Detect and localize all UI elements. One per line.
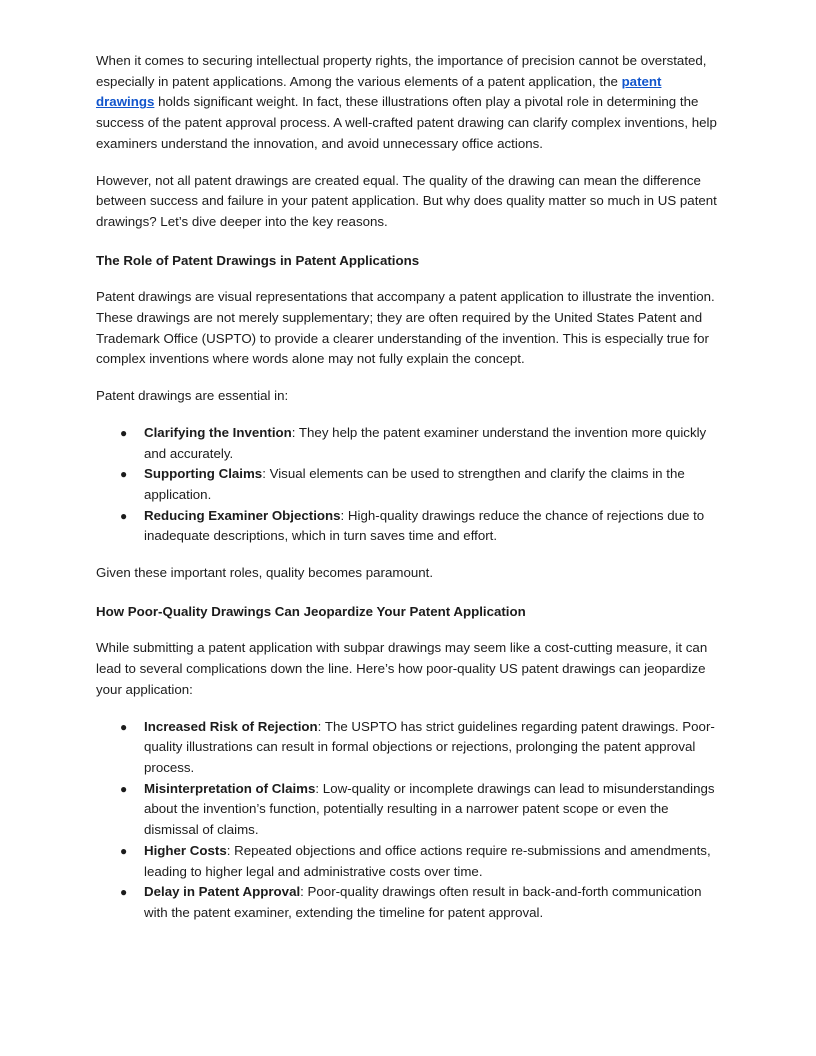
list-item-term: Increased Risk of Rejection xyxy=(144,718,318,734)
intro-text-before-link: When it comes to securing intellectual property rights, the importance of precision cannot be overstated, especially in patent applications. Among the various elements of a patent application, the xyxy=(96,53,707,89)
list-item-text: : High-quality drawings reduce the chance of rejections due to inadequate descriptions, which in turn saves time and effort. xyxy=(144,507,705,544)
role-paragraph-2: Patent drawings are essential in: xyxy=(96,388,289,404)
bullet-icon: ● xyxy=(120,781,128,796)
list-item-text: : They help the patent examiner understand the invention more quickly and accurately. xyxy=(144,424,707,461)
list-item xyxy=(120,779,720,841)
list-item xyxy=(120,841,720,882)
intro-text-after-link: holds significant weight. In fact, these illustrations often play a pivotal role in determining the success of the patent approval process. A well-crafted patent drawing can clarify complex inventions, help examiners understand the innovation, and avoid unnecessary office actions. xyxy=(96,94,717,151)
poor-quality-paragraph-1: While submitting a patent application with subpar drawings may seem like a cost-cutting measure, it can lead to several complications down the line. Here’s how poor-quality US patent drawings can jeopardize your application: xyxy=(96,640,708,697)
bullet-icon: ● xyxy=(120,467,128,482)
document-page xyxy=(96,51,720,940)
list-item-text: : Low-quality or incomplete drawings can lead to misunderstandings about the invention’s function, potentially resulting in a narrower patent scope or even the dismissal of claims. xyxy=(144,780,715,838)
section-heading-role: The Role of Patent Drawings in Patent Applications xyxy=(96,252,420,268)
list-item-term: Misinterpretation of Claims xyxy=(144,780,316,796)
bullet-icon: ● xyxy=(120,843,128,858)
list-item xyxy=(120,506,720,547)
list-item-term: Delay in Patent Approval xyxy=(144,884,301,900)
list-item xyxy=(120,717,720,779)
role-paragraph-3: Given these important roles, quality becomes paramount. xyxy=(96,565,434,581)
bullet-icon: ● xyxy=(120,425,128,440)
essential-list xyxy=(96,423,720,547)
list-item xyxy=(120,423,720,464)
list-item-text: : Visual elements can be used to strengthen and clarify the claims in the application. xyxy=(144,466,685,502)
bullet-icon: ● xyxy=(120,885,128,900)
list-item-text: : The USPTO has strict guidelines regarding patent drawings. Poor-quality illustrations can result in formal objections or rejections, prolonging the patent approval process. xyxy=(144,718,715,775)
list-item xyxy=(120,882,720,923)
intro-paragraph-1 xyxy=(96,51,720,155)
bullet-icon: ● xyxy=(120,719,128,734)
list-item-text: : Poor-quality drawings often result in back-and-forth communication with the patent examiner, extending the timeline for patent approval. xyxy=(144,884,702,920)
list-item-text: : Repeated objections and office actions require re-submissions and amendments, leading to higher legal and administrative costs over time. xyxy=(144,842,711,879)
jeopardize-list xyxy=(96,717,720,924)
patent-drawings-link[interactable]: patent drawings xyxy=(96,73,662,110)
list-item-term: Higher Costs xyxy=(144,842,227,858)
intro-paragraph-2: However, not all patent drawings are created equal. The quality of the drawing can mean the difference between success and failure in your patent application. But why does quality matter so much in US patent drawings? Let’s dive deeper into the key reasons. xyxy=(96,172,717,229)
list-item-term: Supporting Claims xyxy=(144,466,263,482)
role-paragraph-1: Patent drawings are visual representations that accompany a patent application to illustrate the invention. These drawings are not merely supplementary; they are often required by the United States Patent and Trademark Office (USPTO) to provide a clearer understanding of the invention. This is especially true for complex inventions where words alone may not fully explain the concept. xyxy=(96,289,715,367)
list-item xyxy=(120,464,720,505)
list-item-term: Clarifying the Invention xyxy=(144,424,292,440)
list-item-term: Reducing Examiner Objections xyxy=(144,507,341,523)
section-heading-poor-quality: How Poor-Quality Drawings Can Jeopardize Your Patent Application xyxy=(96,603,526,619)
bullet-icon: ● xyxy=(120,508,128,523)
